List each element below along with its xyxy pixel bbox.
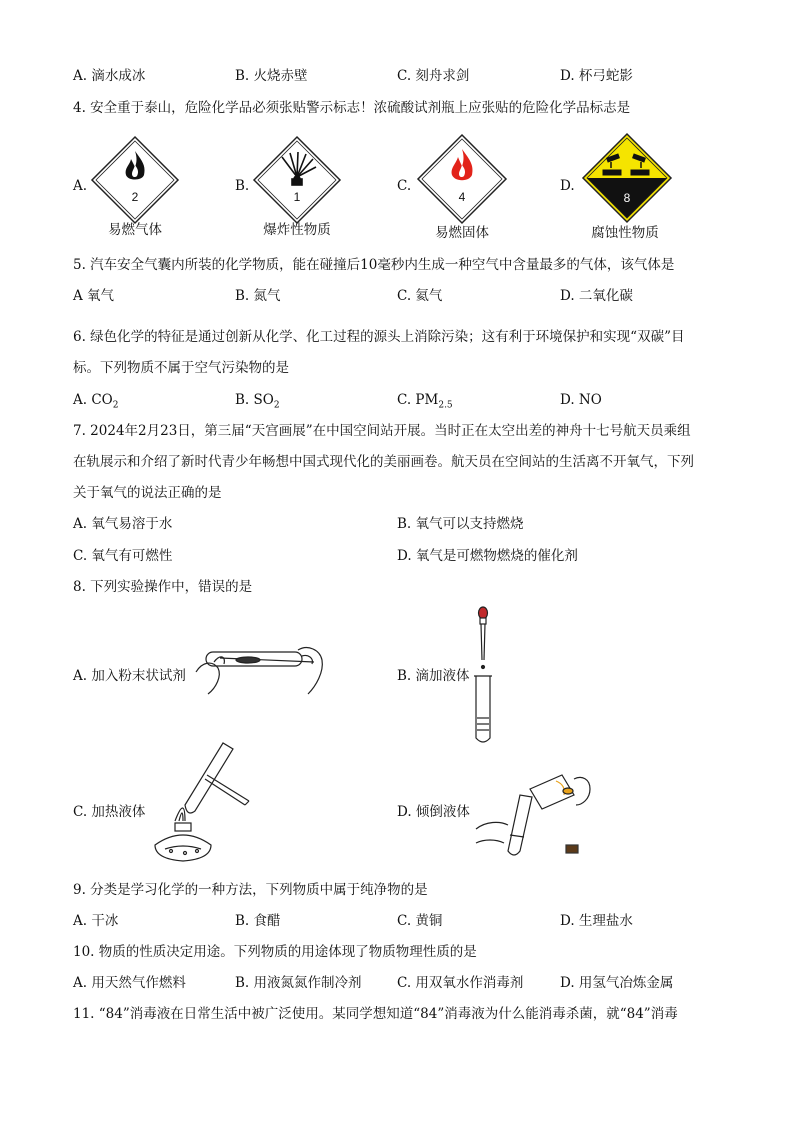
q5-option-b: B. 氮气 — [235, 288, 281, 304]
q7-option-c: C. 氧气有可燃性 — [73, 548, 173, 564]
q10-option-b: B. 用液氮氮作制冷剂 — [235, 975, 362, 991]
q3-option-a: A. 滴水成冰 — [73, 68, 146, 84]
q5-option-c: C. 氦气 — [397, 288, 443, 304]
q8-option-d: D. 倾倒液体 — [397, 804, 470, 820]
q10-stem: 10. 物质的性质决定用途。下列物质的用途体现了物质物理性质的是 — [73, 944, 477, 960]
q8-option-b: B. 滴加液体 — [397, 668, 470, 684]
sign-d-caption: 腐蚀性物质 — [591, 225, 659, 241]
q6-option-d: D. NO — [560, 392, 602, 408]
q6-option-a: A. $CO_2$ — [73, 392, 119, 411]
q8-option-c: C. 加热液体 — [73, 804, 146, 820]
flammable-solid-sign — [416, 133, 508, 225]
dropper-illustration — [470, 606, 500, 748]
powder-addition-illustration — [190, 632, 330, 702]
q3-option-d: D. 杯弓蛇影 — [560, 68, 633, 84]
q4-option-b: B. — [235, 178, 250, 194]
q7-stem-line3: 关于氧气的说法正确的是 — [73, 485, 222, 501]
q8-stem: 8. 下列实验操作中，错误的是 — [73, 579, 253, 595]
flammable-gas-sign — [90, 135, 180, 225]
q9-stem: 9. 分类是学习化学的一种方法，下列物质中属于纯净物的是 — [73, 882, 428, 898]
sign-b-number: 1 — [293, 190, 301, 204]
q7-stem-line1: 7. 2024年2月23日，第三届“天宫画展”在中国空间站开展。当时正在太空出差的神舟十七号航天员乘组 — [73, 423, 691, 439]
q8-option-a: A. 加入粉末状试剂 — [73, 668, 186, 684]
corrosive-sign — [581, 132, 673, 224]
q3-option-b: B. 火烧赤壁 — [235, 68, 308, 84]
q9-option-b: B. 食醋 — [235, 913, 281, 929]
sign-d-number: 8 — [623, 191, 631, 205]
q4-option-a: A. — [73, 178, 88, 194]
q5-option-d: D. 二氧化碳 — [560, 288, 633, 304]
q6-option-c: C. $PM_{2.5}$ — [397, 392, 453, 411]
q4-stem: 4. 安全重于泰山，危险化学品必须张贴警示标志！浓硫酸试剂瓶上应张贴的危险化学品标志是 — [73, 100, 631, 116]
q9-option-d: D. 生理盐水 — [560, 913, 633, 929]
q6-stem-line1: 6. 绿色化学的特征是通过创新从化学、化工过程的源头上消除污染；这有利于环境保护和实现“双碳”目 — [73, 329, 685, 345]
q7-option-b: B. 氧气可以支持燃烧 — [397, 516, 524, 532]
q6-stem-line2: 标。下列物质不属于空气污染物的是 — [73, 360, 289, 376]
q10-option-a: A. 用天然气作燃料 — [73, 975, 186, 991]
q7-stem-line2: 在轨展示和介绍了新时代青少年畅想中国式现代化的美丽画卷。航天员在空间站的生活离不开氧气，下列 — [73, 454, 694, 470]
q7-option-a: A. 氧气易溶于水 — [73, 516, 173, 532]
q5-option-a: A 氧气 — [73, 288, 115, 304]
q5-stem: 5. 汽车安全气囊内所装的化学物质，能在碰撞后10毫秒内生成一种空气中含量最多的气体，该气体是 — [73, 257, 675, 273]
q3-option-c: C. 刻舟求剑 — [397, 68, 470, 84]
q11-stem: 11. “84”消毒液在日常生活中被广泛使用。某同学想知道“84”消毒液为什么能消毒杀菌，就“84”消毒 — [73, 1006, 678, 1022]
q10-option-d: D. 用氢气冶炼金属 — [560, 975, 674, 991]
q4-option-d: D. — [560, 178, 575, 194]
q7-option-d: D. 氧气是可燃物燃烧的催化剂 — [397, 548, 578, 564]
q10-option-c: C. 用双氧水作消毒剂 — [397, 975, 524, 991]
q9-option-a: A. 干冰 — [73, 913, 119, 929]
sign-c-caption: 易燃固体 — [435, 225, 489, 241]
q9-option-c: C. 黄铜 — [397, 913, 443, 929]
q4-option-c: C. — [397, 178, 412, 194]
sign-a-caption: 易燃气体 — [108, 222, 162, 238]
heating-liquid-illustration — [145, 735, 255, 865]
q6-option-b: B. $SO_2$ — [235, 392, 280, 411]
sign-c-number: 4 — [458, 190, 466, 204]
sign-a-number: 2 — [131, 190, 139, 204]
sign-b-caption: 爆炸性物质 — [263, 222, 331, 238]
pouring-liquid-illustration — [470, 765, 600, 865]
explosive-sign — [252, 135, 342, 225]
